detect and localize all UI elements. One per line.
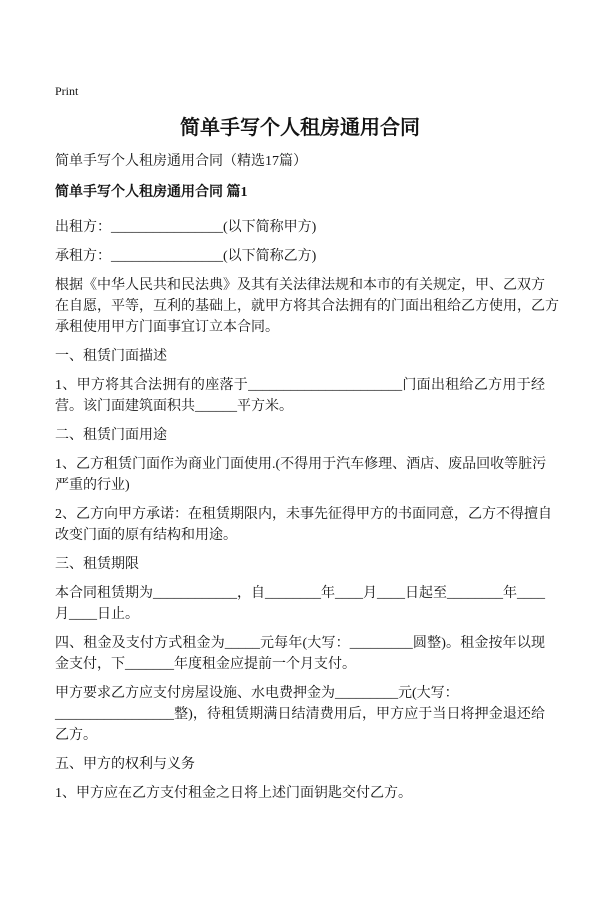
section4-rent-line: 四、租金及支付方式租金为_____元每年(大写：_________圆整)。租金按年以现: [55, 636, 545, 651]
section3-term-line: 月____日止。: [55, 607, 139, 622]
section3-term-line: 本合同租赁期为____________，自________年____月____日起至________年____: [55, 586, 545, 601]
print-link[interactable]: Print: [55, 84, 79, 98]
section1-heading: 一、租赁门面描述: [55, 349, 167, 364]
document-title: 简单手写个人租房通用合同: [180, 117, 420, 139]
lessor-line: 出租方：________________(以下简称甲方): [55, 220, 317, 235]
section2-heading: 二、租赁门面用途: [55, 428, 167, 443]
preamble-line: 承租使用甲方门面事宜订立本合同。: [55, 320, 279, 335]
section1-item1-line: 营。该门面建筑面积共______平方米。: [55, 399, 293, 414]
section2-item1-line: 严重的行业): [55, 478, 130, 493]
section4-rent-line: 金支付，下_______年度租金应提前一个月支付。: [55, 657, 356, 672]
section1-item1-line: 1、甲方将其合法拥有的座落于______________________门面出租给乙方用于经: [55, 378, 545, 393]
preamble-line: 根据《中华人民共和民法典》及其有关法律法规和本市的有关规定，甲、乙双方: [55, 278, 545, 293]
contract-body: [55, 217, 559, 804]
section4-deposit-line: 乙方。: [55, 728, 97, 743]
section2-item1-paragraph: [55, 454, 545, 496]
lessee-line-paragraph: [55, 246, 545, 267]
section3-term-paragraph: [55, 583, 545, 625]
section4-deposit-line: _________________整)，待租赁期满日结清费用后，甲方应于当日将押金退还给: [55, 707, 545, 722]
section2-item2-paragraph: [55, 504, 552, 546]
lessee-line: 承租方：________________(以下简称乙方): [55, 249, 317, 264]
section4-deposit-paragraph: [55, 683, 545, 746]
section5-heading: 五、甲方的权利与义务: [55, 757, 195, 772]
preamble-line: 在自愿，平等，互利的基础上，就甲方将其合法拥有的门面出租给乙方使用，乙方: [55, 299, 559, 314]
section4-deposit-line: 甲方要求乙方应支付房屋设施、水电费押金为_________元(大写：: [55, 686, 459, 701]
lessor-line-paragraph: [55, 217, 545, 238]
section3-heading-paragraph: [55, 554, 545, 575]
section-heading: 简单手写个人租房通用合同 篇1: [55, 185, 248, 200]
section2-item2-line: 改变门面的原有结构和用途。: [55, 528, 237, 543]
section1-heading-paragraph: [55, 346, 545, 367]
section5-heading-paragraph: [55, 754, 545, 775]
section2-item2-line: 2、乙方向甲方承诺：在租赁期限内，未事先征得甲方的书面同意，乙方不得擅自: [55, 507, 552, 522]
section1-item1-paragraph: [55, 375, 545, 417]
section3-heading: 三、租赁期限: [55, 557, 139, 572]
section2-heading-paragraph: [55, 425, 545, 446]
section2-item1-line: 1、乙方租赁门面作为商业门面使用.(不得用于汽车修理、酒店、废品回收等脏污: [55, 457, 547, 472]
section5-item1-paragraph: [55, 783, 545, 804]
section4-rent-paragraph: [55, 633, 545, 675]
preamble-paragraph: [55, 275, 559, 338]
section5-item1-line: 1、甲方应在乙方支付租金之日将上述门面钥匙交付乙方。: [55, 786, 412, 801]
document-subtitle: 简单手写个人租房通用合同（精选17篇）: [55, 154, 307, 169]
